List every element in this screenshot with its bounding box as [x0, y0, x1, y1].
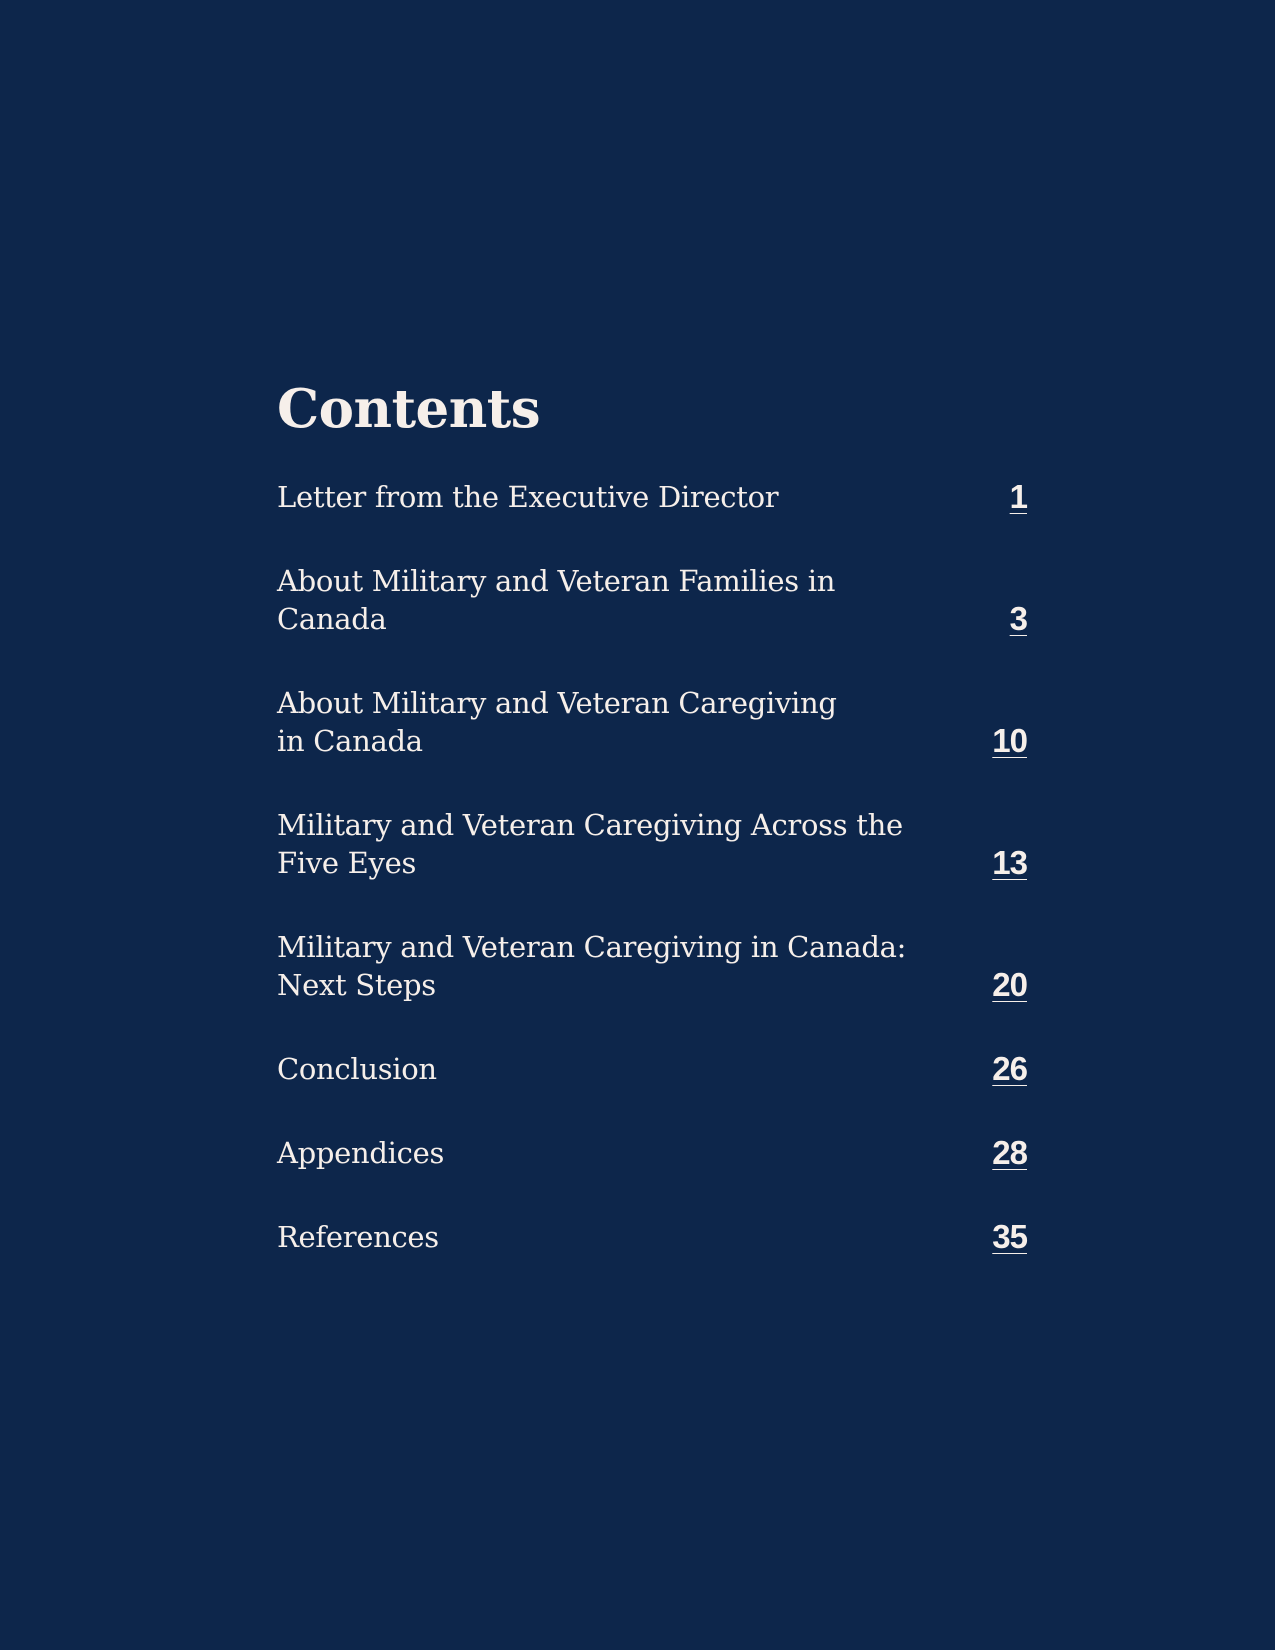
toc-entry-next-steps[interactable] [277, 928, 1027, 1004]
toc-entry-appendices[interactable] [277, 1134, 1027, 1172]
toc-entry-title: Letter from the Executive Director [277, 480, 779, 515]
toc-entry-letter-from-executive-director[interactable] [277, 478, 1027, 516]
toc-entry-about-families[interactable] [277, 562, 1027, 638]
toc-entry-title: About Military and Veteran Caregiving in Canada [277, 686, 837, 759]
toc-entry-title: Appendices [277, 1136, 445, 1171]
toc-page-link[interactable]: 10 [992, 722, 1027, 760]
toc-entry-five-eyes[interactable] [277, 806, 1027, 882]
toc-page-link[interactable]: 26 [992, 1050, 1027, 1088]
toc-page-link[interactable]: 28 [992, 1134, 1027, 1172]
toc-page-link[interactable]: 20 [992, 966, 1027, 1004]
toc-entry-references[interactable] [277, 1218, 1027, 1256]
toc-page-link[interactable]: 3 [1009, 600, 1027, 638]
toc-entry-title: Conclusion [277, 1052, 437, 1087]
toc-entry-title: Military and Veteran Caregiving Across the Five Eyes [277, 808, 903, 881]
toc-page-link[interactable]: 13 [992, 844, 1027, 882]
toc-page-link[interactable]: 1 [1009, 478, 1027, 516]
table-of-contents [277, 380, 1027, 1302]
toc-entry-about-caregiving[interactable] [277, 684, 1027, 760]
toc-page-link[interactable]: 35 [992, 1218, 1027, 1256]
toc-list [277, 478, 1027, 1256]
toc-entry-title: Military and Veteran Caregiving in Canada: Next Steps [277, 930, 907, 1003]
toc-entry-conclusion[interactable] [277, 1050, 1027, 1088]
page-title: Contents [277, 378, 541, 440]
toc-entry-title: About Military and Veteran Families in Canada [277, 564, 836, 637]
toc-entry-title: References [277, 1220, 439, 1255]
